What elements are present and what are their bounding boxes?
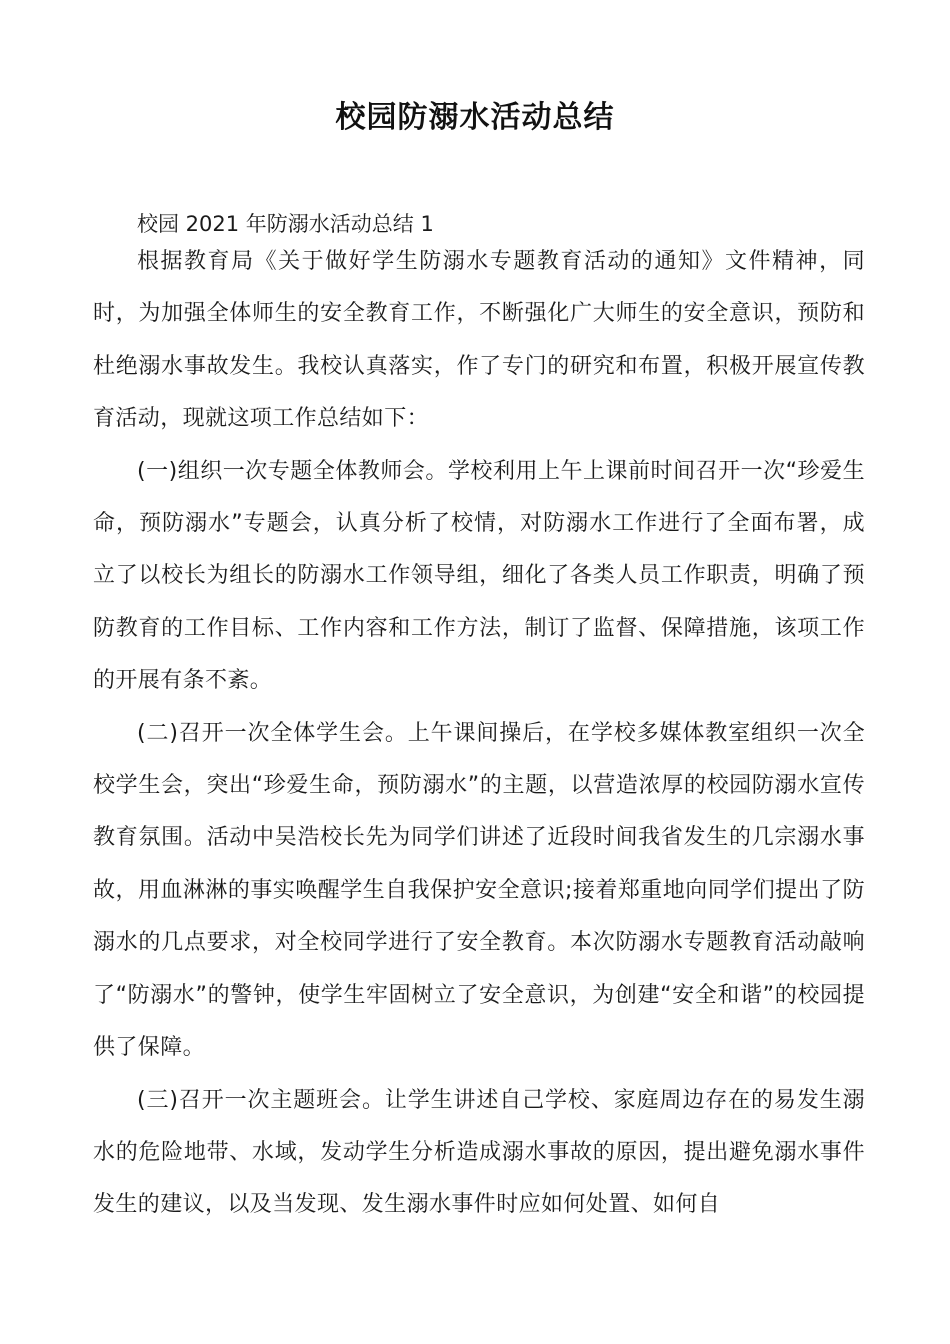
paragraph-intro: 根据教育局《关于做好学生防溺水专题教育活动的通知》文件精神，同时，为加强全体师生的安全教育工作，不断强化广大师生的安全意识，预防和杜绝溺水事故发生。我校认真落实，作了专门的研究和布置，积极开展宣传教育活动，现就这项工作总结如下： <box>93 249 865 432</box>
document-subtitle: 校园 2021 年防溺水活动总结 1 <box>137 212 434 236</box>
paragraph-class-meeting: (三)召开一次主题班会。让学生讲述自己学校、家庭周边存在的易发生溺水的危险地带、水域，发动学生分析造成溺水事故的原因，提出避免溺水事件发生的建议，以及当发现、发生溺水事件时应如何处置、如何自 <box>93 1087 865 1218</box>
paragraph-student-assembly: (二)召开一次全体学生会。上午课间操后，在学校多媒体教室组织一次全校学生会，突出“珍爱生命，预防溺水”的主题，以营造浓厚的校园防溺水宣传教育氛围。活动中吴浩校长先为同学们讲述了近段时间我省发生的几宗溺水事故，用血淋淋的事实唤醒学生自我保护安全意识;接着郑重地向同学们提出了防溺水的几点要求，对全校同学进行了安全教育。本次防溺水专题教育活动敲响了“防溺水”的警钟，使学生牢固树立了安全意识，为创建“安全和谐”的校园提供了保障。 <box>93 720 865 1061</box>
document-body <box>93 236 865 1232</box>
paragraph-teacher-meeting: (一)组织一次专题全体教师会。学校利用上午上课前时间召开一次“珍爱生命，预防溺水”专题会，认真分析了校情，对防溺水工作进行了全面布署，成立了以校长为组长的防溺水工作领导组，细化了各类人员工作职责，明确了预防教育的工作目标、工作内容和工作方法，制订了监督、保障措施，该项工作的开展有条不紊。 <box>93 458 865 694</box>
document-title: 校园防溺水活动总结 <box>335 100 615 135</box>
